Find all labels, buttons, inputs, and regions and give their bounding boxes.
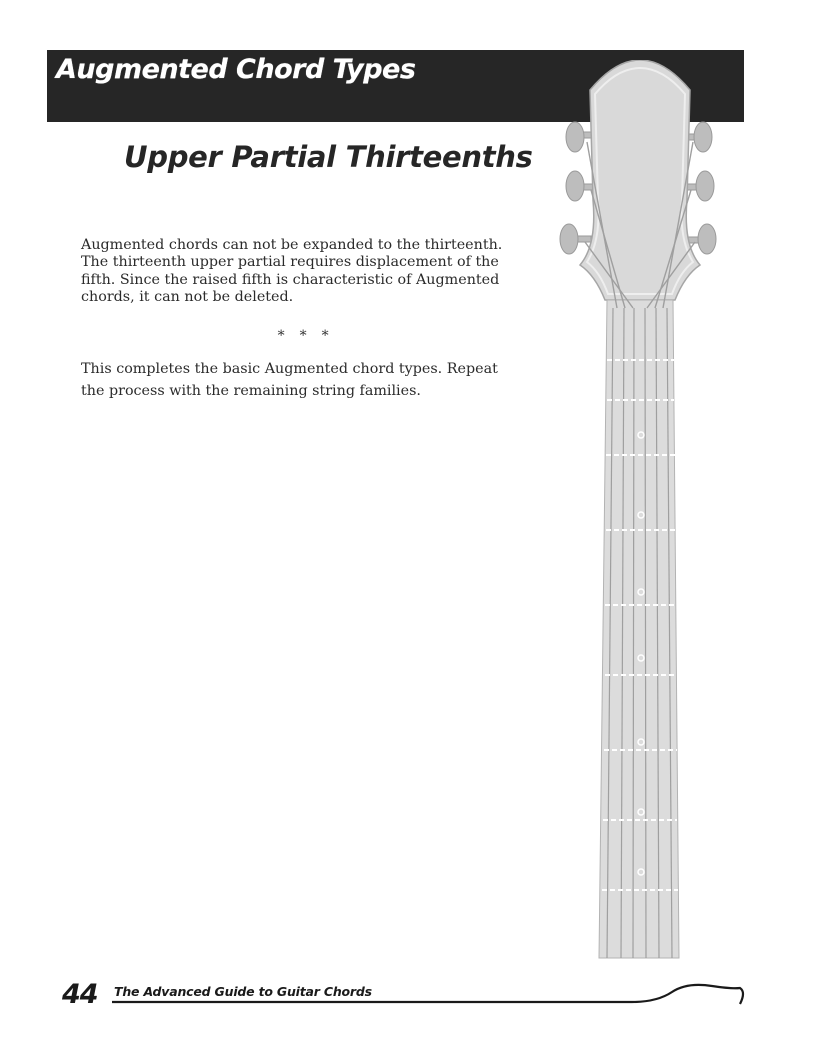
book-title: The Advanced Guide to Guitar Chords [114, 984, 372, 999]
guitar-neck-illustration [555, 60, 725, 960]
body-paragraph-1: Augmented chords can not be expanded to the thirteenth. The thirteenth upper partial requires displacement of the fifth. Since the raised fifth is characteristic of Augmented chords, it can not be deleted. [81, 237, 503, 305]
footer-rule [112, 980, 752, 1012]
section-title: Upper Partial Thirteenths [124, 140, 533, 174]
chapter-title: Augmented Chord Types [56, 54, 416, 85]
body-paragraph-2: This completes the basic Augmented chord types. Repeat the process with the remaining string families. [81, 361, 498, 399]
section-divider: ∗ ∗ ∗ [276, 325, 334, 341]
page-number: 44 [62, 979, 98, 1010]
